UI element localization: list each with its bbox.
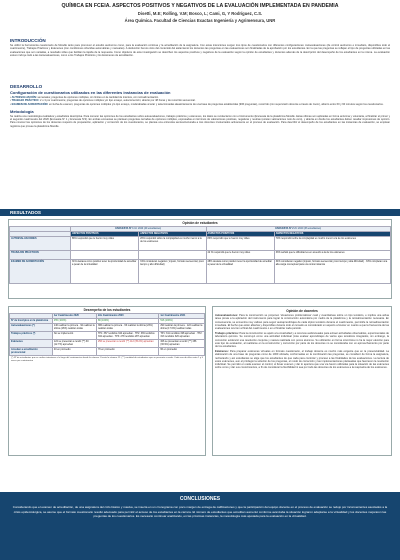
table-row: Acceden a acreditación promocional 40 en promedio 79 en promedio 66 en promedio	[10, 348, 205, 356]
desarrollo-section	[10, 84, 390, 128]
conclusiones-heading: CONCLUSIONES	[179, 496, 221, 502]
poster-affiliation: Área Química. Facultad de Ciencias Exactas Ingeniería y Agrimensura, UNR	[124, 18, 276, 23]
conclusiones-text: Considerando que el examen de acreditación, de una asignatura del ciclo básico y masiva, se inserta en un cronograma con poco margen de entrega de calificaciones y que la participación del equipo docente en el proceso de evaluación se redujo por inconvenientes asociados a la crisis epidemiológica, se asume que el formato cuestionario resultó adecuado para permitir el acceso de los estudiantes en la carrera. El número de estudiantes que acreditan aumentó conforme avanzaba la situación lograron adaptarse a la virtualidad y los docentes mejoraron las preguntas de los cuestionarios. Es necesario continuar analizando, en las próximas instancias, la metodología más ajustada para la evaluación en la virtualidad.	[12, 505, 388, 519]
config-item: • EXAMEN DE ACREDITACIÓN: en fecha de examen; preguntas de opciones múltiples y/o tipo ensayo, moderabadas al azar y seleccionadas aleatoriamente de una base de preguntas establecidas (906 preguntas), recorrido (con supervisión docente a través de zoom), abierto entre 60 y 90 minutos según los cuestionarios.	[10, 102, 384, 106]
table-row: Nº de Inscriptos en la plataforma 455 (100%) 89 (100%) 516 (100%)	[10, 319, 205, 324]
teacher-tp: Trabajos prácticos: Para la construcción se apeló a la creatividad y a recursos audiovisuales para extraer actividades observables, experimentales de laboratorio químico. Se construyó como una actividad individual (más evaluar aprendizajes de varios ejes temáticos integrados, sin embargo, la corrección evidenció una resolución conjunta y masiva realizada con pocos alumnos. Su utilización en forma sincrónica no ha la mejor elección para este tipo de evaluación, al realizarse en la construcción y corrección por parte de los docentes no se consideraba con un aprovechamiento por parte de los estudiantes.	[215, 331, 389, 349]
teacher-opinion-box	[212, 306, 392, 456]
metodologia-text: Se realiza una metodología cualitativa y estadística descriptiva. Para conocer las opiniones de los estudiantes sobre autoevaluaciones, trabajos prácticos y exámenes, los datos se recolectaron con el instrumento (Encuesta de la plataforma Moodle. Estas últimas son aplicadas en forma anónima y voluntaria, al finalizar el primer y el segundo cuatrimestre del 2020 (Encuesta Nº 1 y Encuesta Nº2). En ambas encuestas se plantean preguntas cerradas de opciones múltiples, expresadas en términos de valoraciones positivas, negativas y neutras (existen valoraciones nulo de cero), y abierta en donde los estudiantes deben resaltar impresiones de opinión. Para conocer las opiniones de los docentes respecto de preparación, aplicación y corrección de los cuestionarios, se plantea una entrevista semiestructurada a tres docentes involucrados activamente en el proceso de evaluación. Para describir el desempeño de los estudiantes en las instancias de evaluación, se emplean registros que provee la plataforma Moodle.	[10, 114, 390, 128]
table-row: Trabajos prácticos (*) No se implementó TP1: 367 rendidos 344 aprueban · TP2: 339 rendidos 332 aprueban · TP3: 278 rendidos 287 aprueban TP1: 311 rendidos 328 aprueban · TP2: 313 rendidos 320 aprueban	[10, 332, 205, 340]
intro-heading: INTRODUCCIÓN	[10, 38, 46, 43]
resultados-heading: RESULTADOS	[10, 210, 41, 215]
desarrollo-subheading: Configuración de cuestionarios utilizados en las diferentes instancias de evaluación	[10, 90, 171, 95]
config-item: • AUTOEVALUACIÓN: semanales; preguntas de opciones múltiples, sin límites en la cantidad de intentos, con retroalimentación.	[10, 96, 159, 99]
poster-authors: Disetti, M.E; Rolling, V.M; Bosco, L; Cami, G, Y Rodríguez, C.S.	[137, 11, 263, 16]
table-row: Exámenes 124 se presentan a rendir (**) 30 (12.7%) aprueban 256 se presentan a rendir (**) 112 (35.2%) aprueban 326 se presentan a rendir (**) 156 (36.9%) aprueban	[10, 340, 205, 348]
performance-notes: (*) Nº de estudiantes que se realiza intentaron a lo largo del cuatrimestre desde la número 1 hasta la número 12. (**) cantidad de estudiantes que se presenta a rendir. Cada uno de ellos entre 1 y 5 veces por cuatrimestre	[11, 357, 203, 362]
student-opinion-table: Opinión de estudiantes ENCUESTA Nº 1 1C 2020 (49 estudiantes) ENCUESTA Nº 2 2C 2020 (36 estudiantes) ASPECTOS POSITIVOS ASPECTOS NEGATIVOS ASPECTOS POSITIVOS ASPECTOS NEGATIVOS AUTOEVALUACIONES 86% respondió que le fueron muy útiles 20% respondió sobre la complejidad es mucho menor a la de los exámenes 83% respondió que le fueron muy útiles 70% respondió sobre la complejidad es mucho menor a la de los exámenes TRABAJOS PRÁCTICOS 42 % respondió que le fueron muy útiles 33% señaló que le dificultad es en acuerdo a la de los exámenes EXAMEN DE ACREDITACIÓN 31% destaca como positivo tener la oportunidad de acreditar a pesar de la virtualidad 31% consideran negativo ( injusto, formato secuencial, poco tiempo y alto dificultad) 48% destaca como positivo tener la oportunidad de acreditar a pesar de la virtualidad 34% consideran negativo (injusto, formato secuencial, poco tiempo y alta dificultad) · 33% completan una alta carga conceptual para una única instancia	[8, 219, 392, 299]
config-item: • TRABAJO PRÁCTICO: 2 o 3 por cuatrimestre; preguntas de opciones múltiples y/o tipo ensayo, autocorrección; abierto por 48 horas y de recorrido secuencial.	[10, 99, 196, 103]
table-row: TRABAJOS PRÁCTICOS 42 % respondió que le fueron muy útiles 33% señaló que le dificultad es en acuerdo a la de los exámenes	[10, 251, 391, 260]
desarrollo-heading: DESARROLLO	[10, 84, 43, 89]
table-row: Autoevaluaciones (*) 146 realizan la primera · 92 realizan la última (16%) realizan todas 386 realizan la primera · 66 realizan la última (24%) realizan todas 290 realizan la primera · 122 realizan la última (17.6%) realizan todas	[10, 324, 205, 332]
teacher-opinion-title: Opinión de docentes	[286, 309, 318, 313]
student-opinion-title: Opinión de estudiantes	[182, 221, 218, 225]
resultados-bar	[0, 209, 400, 216]
intro-text: Se utilizó la herramienta cuestionario de Moodle tanto para promover el estudio autónomo como, para la evaluación continua y la acreditación de la asignatura. Con estas intenciones surgen tres tipos de cuestionarios con diferentes configuraciones: Autoevaluaciones (de control autónomo e inmediato, disponibles todo el cuatrimestre), Trabajos Prácticos y Exámenes (con condiciones ofrecidas automáticas y manuales). A deducción hemos visto del contenido del aislamiento los docentes las preguntas en las evaluaciones son finalizadas de la aprobación por los estudiantes. En la que las preguntas se reflejan el tipo de preguntas utilizadas en las evaluaciones que son variadas, a resultado útiles que facilitan la rápida de la respuesta. Como objetivos de esta investigación se describen los aspectos positivos y negativos de la evaluación según la opinión de estudiantes y docentes además de la descripción del desempeño de los estudiantes en la misma. La evaluación estuvo incluye todo a las Autoevaluaciones, como a los Trabajos Prácticos y los Exámenes de acreditación.	[10, 44, 390, 57]
performance-table: Desempeño de los estudiantes 1er Cuatrimestre 2020 2do Cuatrimestre 2020 1er Cuatrimestre 2021 Nº de Inscriptos en la plataforma 455 (100%) 89 (100%) 516 (100%) Autoevaluaciones (*) 146 realizan la primera · 92 realizan la última (16%) realizan todas 386 realizan la primera · 66 realizan la última (24%) realizan todas 290 realizan la primera · 122 realizan la última (17.6%) realizan todas Trabajos prácticos (*) No se implementó TP1: 367 rendidos 344 aprueban · TP2: 339 rendidos 332 aprueban · TP3: 278 rendidos 287 aprueban TP1: 311 rendidos 328 aprueban · TP2: 313 rendidos 320 aprueban Exámenes 124 se presentan a rendir (**) 30 (12.7%) aprueban 256 se presentan a rendir (**) 112 (35.2%) aprueban 326 se presentan a rendir (**) 156 (36.9%) aprueban Acceden a acreditación promocional 40 en promedio 79 en promedio 66 en promedio (*) Nº de estudiantes que se realiza intentaron a lo largo del cuatrimestre desde la número 1 hasta la número 12. (**) cantidad de estudiantes que se presenta a rendir. Cada uno de ellos entre 1 y 5 veces por cuatrimestre	[8, 306, 206, 456]
conclusiones-section	[0, 492, 400, 560]
teacher-auto: Autoevaluaciones: Para la construcción se proponen 'situaciones problemáticas' cuali y cuantitativas sobre un tipo temático, e implica una ardua tarea previa a la aplicación del instrumento para lograr la construcción automática por medio de la plataforma y la retroalimentación necesaria. En consecuencia, se encuentra muy valioso para seguir autoaprendizajes de cada tópico temático durante el cuatrimestre, permitirle la retroalimentación inmediata. El hecho que estén abiertas y disponibles durante todo el cursado es considerado un aspecto a favorer en cuanto a que la frecuencia de las evaluaciones ocurren al final del cuatrimestre o en el finalizar cada periodo.	[215, 314, 389, 331]
poster-header	[0, 0, 400, 34]
teacher-exams: Exámenes: Para preparar exámenes virtuales en formato cuestionario, el trabajo docente es mucho más exigente que en la presencialidad. La elaboración de una base de preguntas como de 1000 ubicada, conformadas en la combinación las preguntas, se consideró de forma la asignatura, rechazando y así estudiantes se elige que los estudiantes de que cada para controlar y proceso a las finalidades de las evaluaciones. La lectura de estos exámenes, aun el privilegio la solución de los preguntas, el modo de corrección y las implementaciones planteadas que favorecen la resolución individual. Se permitió en cada examen el control, el llevar examen y dar lo apertura que una vía fueron utilizadas para la situación de las exámenes sobre como y dar sus conocimientos, a fin de considerar la flexibilidad ni sea por todo las docentes de los exámenes a la reaprueba de los exámenes.	[215, 349, 389, 370]
intro-section	[10, 38, 390, 57]
poster-title: QUÍMICA EN FCEIA. ASPECTOS POSITIVOS Y NEGATIVOS DE LA EVALUACIÓN IMPLEMENTADA EN PANDEMIA	[61, 3, 339, 9]
metodologia-heading: Metodología	[10, 108, 34, 114]
config-list	[10, 96, 390, 106]
table-row: EXAMEN DE ACREDITACIÓN 31% destaca como positivo tener la oportunidad de acreditar a pesar de la virtualidad 31% consideran negativo ( injusto, formato secuencial, poco tiempo y alto dificultad) 48% destaca como positivo tener la oportunidad de acreditar a pesar de la virtualidad 34% consideran negativo (injusto, formato secuencial, poco tiempo y alta dificultad) · 33% completan una alta carga conceptual para una única instancia	[10, 260, 391, 284]
table-row: AUTOEVALUACIONES 86% respondió que le fueron muy útiles 20% respondió sobre la complejidad es mucho menor a la de los exámenes 83% respondió que le fueron muy útiles 70% respondió sobre la complejidad es mucho menor a la de los exámenes	[10, 237, 391, 251]
performance-title: Desempeño de los estudiantes	[83, 308, 131, 312]
